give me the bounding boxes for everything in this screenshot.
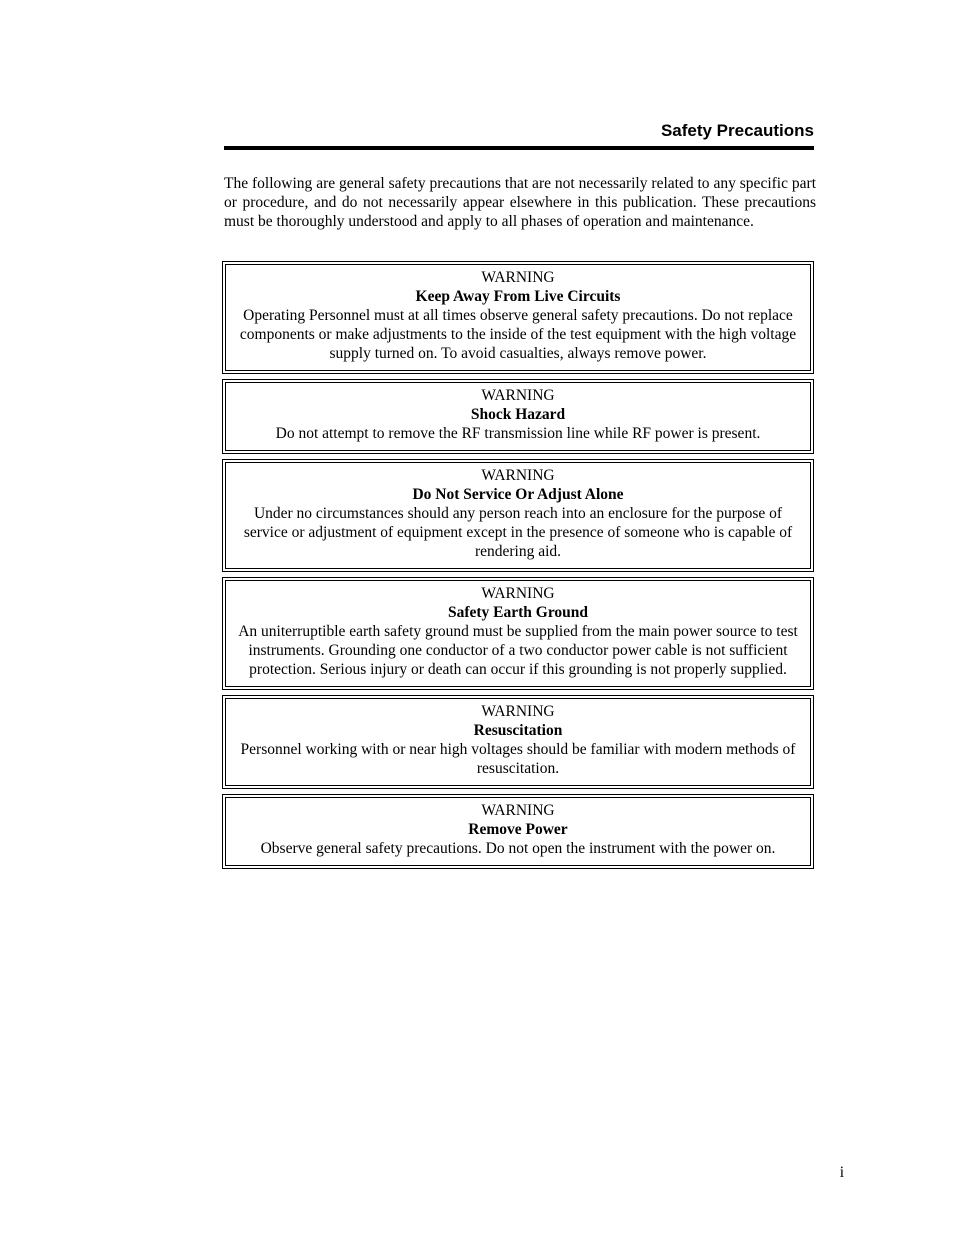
warning-heading: Remove Power	[468, 821, 568, 838]
warning-box-earth-ground	[222, 577, 814, 690]
warning-label: WARNING	[481, 467, 555, 484]
warning-box-resuscitation	[222, 695, 814, 789]
warning-inner	[225, 698, 811, 786]
warning-text: Observe general safety precautions. Do not open the instrument with the power on.	[260, 840, 776, 857]
warning-text: Operating Personnel must at all times observe general safety precautions. Do not replace components or make adjustments to the inside of the test equipment with the high voltage supply turned on. To avoid casualties, always remove power.	[239, 307, 797, 362]
warning-text: An uniterruptible earth safety ground must be supplied from the main power source to test instruments. Grounding one conductor of a two conductor power cable is not sufficient protection. Serious injury or death can occur if this grounding is not properly supplied.	[238, 623, 798, 678]
warning-heading: Shock Hazard	[470, 406, 566, 423]
warning-text: Under no circumstances should any person reach into an enclosure for the purpose of service or adjustment of equipment except in the presence of someone who is capable of rendering aid.	[243, 505, 793, 560]
warning-box-live-circuits	[222, 261, 814, 374]
warning-heading: Keep Away From Live Circuits	[415, 288, 621, 305]
warnings-list	[222, 261, 814, 874]
warning-box-shock-hazard	[222, 379, 814, 454]
warning-text: Do not attempt to remove the RF transmission line while RF power is present.	[275, 425, 761, 442]
warning-label: WARNING	[481, 585, 555, 602]
warning-box-remove-power	[222, 794, 814, 869]
title-rule	[224, 146, 814, 150]
page-number: i	[839, 1164, 844, 1181]
warning-inner	[225, 264, 811, 371]
warning-label: WARNING	[481, 269, 555, 286]
warning-label: WARNING	[481, 387, 555, 404]
warning-label: WARNING	[481, 703, 555, 720]
warning-inner	[225, 382, 811, 451]
warning-heading: Resuscitation	[473, 722, 563, 739]
page-title: Safety Precautions	[660, 121, 814, 140]
warning-heading: Do Not Service Or Adjust Alone	[412, 486, 624, 503]
warning-inner	[225, 797, 811, 866]
warning-inner	[225, 580, 811, 687]
intro-paragraph: The following are general safety precautions that are not necessarily related to any specific part or procedure, and do not necessarily appear elsewhere in this publication. These precautions must be thoroughly understood and apply to all phases of operation and maintenance.	[224, 175, 816, 230]
warning-box-service-alone	[222, 459, 814, 572]
warning-inner	[225, 462, 811, 569]
warning-text: Personnel working with or near high voltages should be familiar with modern methods of resuscitation.	[240, 741, 796, 777]
warning-label: WARNING	[481, 802, 555, 819]
warning-heading: Safety Earth Ground	[447, 604, 589, 621]
